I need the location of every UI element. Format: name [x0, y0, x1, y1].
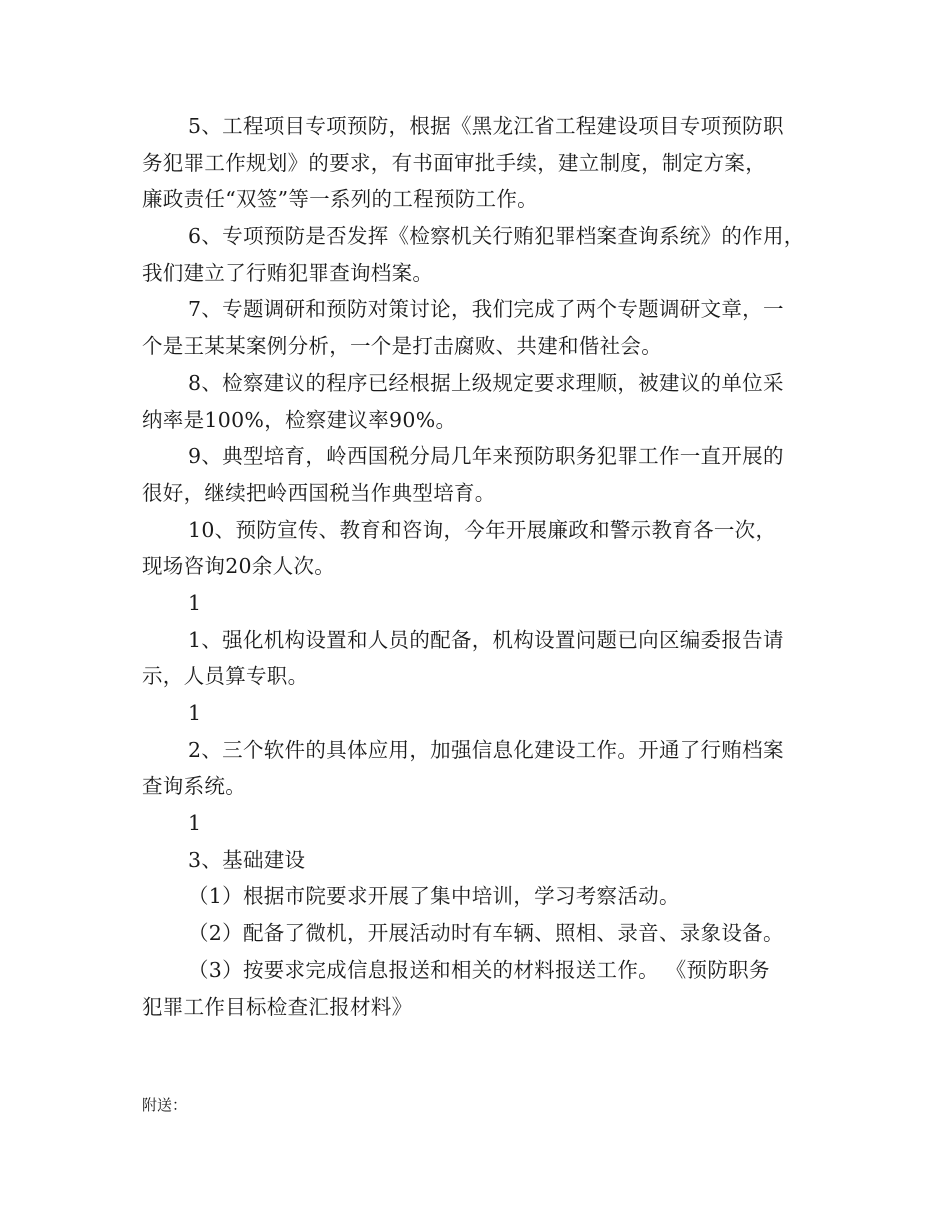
section-number-1: 1 — [188, 590, 202, 615]
section-number-3: 1 — [188, 811, 202, 836]
paragraph-5-line-3: 廉政责任“双签”等一系列的工程预防工作。 — [142, 187, 538, 212]
attachment-label: 附送： — [142, 1096, 188, 1114]
paragraph-6-line-1: 6、专项预防是否发挥《检察机关行贿犯罪档案查询系统》的作用， — [188, 224, 805, 249]
paragraph-8-line-1: 8、检察建议的程序已经根据上级规定要求理顺，被建议的单位采 — [188, 370, 784, 395]
paragraph-5-line-1: 5、工程项目专项预防，根据《黑龙江省工程建设项目专项预防职 — [188, 114, 784, 138]
paragraph-9-line-1: 9、典型培育，岭西国税分局几年来预防职务犯罪工作一直开展的 — [188, 444, 784, 469]
paragraph-10-line-2: 现场咨询20余人次。 — [142, 554, 336, 579]
item-2-line-2: 查询系统。 — [142, 774, 246, 799]
paragraph-9-line-2: 很好，继续把岭西国税当作典型培育。 — [142, 480, 496, 505]
sub-item-2: （2）配备了微机，开展活动时有车辆、照相、录音、录象设备。 — [188, 921, 784, 946]
paragraph-7-line-2: 个是王某某案例分析，一个是打击腐败、共建和偕社会。 — [142, 334, 662, 359]
sub-item-1: （1）根据市院要求开展了集中培训，学习考察活动。 — [188, 884, 680, 909]
item-1-line-1: 1、强化机构设置和人员的配备，机构设置问题已向区编委报告请 — [188, 627, 784, 652]
paragraph-10-line-1: 10、预防宣传、教育和咨询，今年开展廉政和警示教育各一次， — [188, 517, 777, 542]
section-number-2: 1 — [188, 701, 202, 725]
sub-item-3-line-2: 犯罪工作目标检查汇报材料》 — [142, 994, 413, 1019]
item-3-heading: 3、基础建设 — [188, 847, 306, 872]
item-1-line-2: 示，人员算专职。 — [142, 664, 309, 689]
sub-item-3-line-1: （3）按要求完成信息报送和相关的材料报送工作。 《预防职务 — [188, 957, 770, 982]
document-body — [142, 108, 814, 1025]
paragraph-7-line-1: 7、专题调研和预防对策讨论，我们完成了两个专题调研文章，一 — [188, 297, 784, 322]
item-2-line-1: 2、三个软件的具体应用，加强信息化建设工作。开通了行贿档案 — [188, 737, 784, 762]
paragraph-8-line-2: 纳率是100%，检察建议率90%。 — [142, 407, 457, 432]
paragraph-6-line-2: 我们建立了行贿犯罪查询档案。 — [142, 260, 434, 285]
paragraph-5-line-2: 务犯罪工作规划》的要求，有书面审批手续，建立制度，制定方案， — [142, 150, 766, 175]
